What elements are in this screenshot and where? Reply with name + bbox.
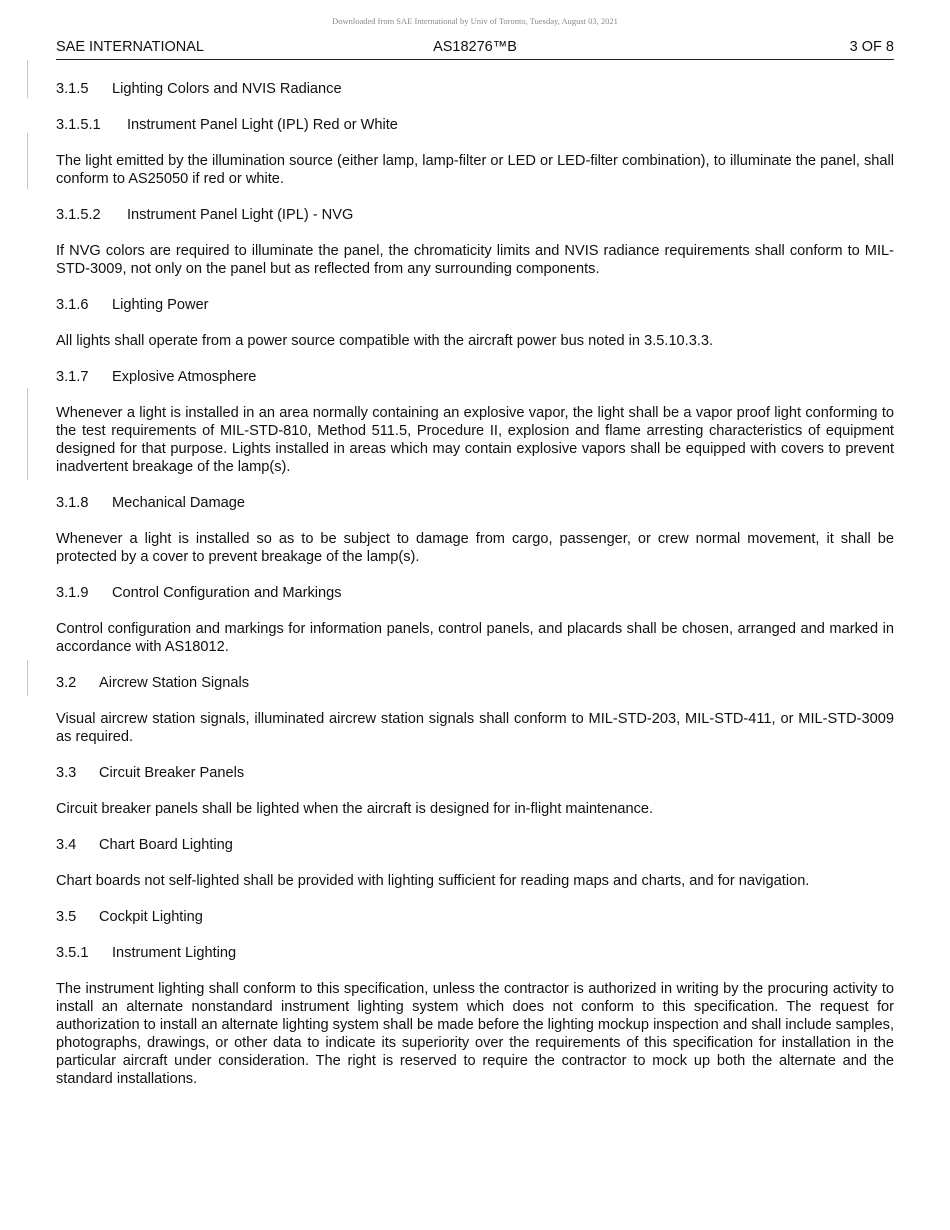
page-header [56,39,894,60]
header-document-id: AS18276™B [433,39,517,55]
section-title: Lighting Power [112,297,209,313]
revision-bar [27,388,28,480]
section-paragraph: All lights shall operate from a power source compatible with the aircraft power bus noted in 3.5.10.3.3. [56,333,714,349]
section-paragraph: If NVG colors are required to illuminate the panel, the chromaticity limits and NVIS radiance requirements shall conform to MIL-STD-3009, not only on the panel but as reflected from any surrounding components. [56,243,894,277]
section-number: 3.1.5.2 [56,207,101,223]
section-number: 3.1.8 [56,495,89,511]
section-number: 3.1.5.1 [56,117,101,133]
download-watermark: Downloaded from SAE International by Univ of Toronto, Tuesday, August 03, 2021 [332,16,618,26]
section-heading [56,116,894,134]
section-title: Instrument Panel Light (IPL) - NVG [127,207,354,223]
header-page-number: 3 OF 8 [849,39,894,55]
section-title: Circuit Breaker Panels [99,765,245,781]
section-number: 3.5 [56,909,77,925]
section-title: Cockpit Lighting [99,909,203,925]
section-number: 3.1.6 [56,297,89,313]
section-title: Lighting Colors and NVIS Radiance [112,81,342,97]
document-body [56,80,894,1106]
section-paragraph: Chart boards not self-lighted shall be provided with lighting sufficient for reading maps and charts, and for navigation. [56,873,810,889]
revision-bar [27,660,28,696]
section-number: 3.4 [56,837,77,853]
section-heading [56,944,894,962]
section-heading [56,764,894,782]
section-title: Chart Board Lighting [99,837,233,853]
section-heading [56,80,894,98]
section-paragraph: The light emitted by the illumination source (either lamp, lamp-filter or LED or LED-filter combination), to illuminate the panel, shall conform to AS25050 if red or white. [56,153,894,187]
section-heading [56,494,894,512]
section-number: 3.1.9 [56,585,89,601]
section-title: Control Configuration and Markings [112,585,342,601]
section-title: Aircrew Station Signals [99,675,250,691]
section-number: 3.3 [56,765,77,781]
section-number: 3.5.1 [56,945,89,961]
section-paragraph: The instrument lighting shall conform to this specification, unless the contractor is authorized in writing by the procuring activity to install an alternate nonstandard instrument lighting system which does not conform to this specification. The request for authorization to install an alternate lighting system shall be made before the lighting mockup inspection and shall include samples, photographs, drawings, or other data to indicate its superiority over the requirements of this specification for installation in the particular aircraft under consideration. The right is reserved to require the contractor to mock up both the alternate and the standard installations. [56,981,895,1087]
section-paragraph: Control configuration and markings for information panels, control panels, and placards shall be chosen, arranged and marked in accordance with AS18012. [56,621,894,655]
revision-bar [27,60,28,98]
section-number: 3.1.7 [56,369,89,385]
section-heading [56,368,894,386]
section-heading [56,206,894,224]
revision-bar [27,133,28,189]
section-heading [56,674,894,692]
section-number: 3.2 [56,675,77,691]
section-number: 3.1.5 [56,81,89,97]
section-paragraph: Visual aircrew station signals, illuminated aircrew station signals shall conform to MIL-STD-203, MIL-STD-411, or MIL-STD-3009 as required. [56,711,894,745]
section-heading [56,836,894,854]
section-paragraph: Whenever a light is installed so as to be subject to damage from cargo, passenger, or crew normal movement, it shall be protected by a cover to prevent breakage of the lamp(s). [56,531,894,565]
section-title: Mechanical Damage [112,495,246,511]
section-paragraph: Whenever a light is installed in an area normally containing an explosive vapor, the light shall be a vapor proof light conforming to the test requirements of MIL-STD-810, Method 511.5, Procedure II, explosion and flame arresting characteristics of equipment designed for that purpose. Lights installed in areas which may contain explosive vapors shall be equipped with covers to prevent inadvertent breakage of the lamp(s). [56,405,894,475]
section-heading [56,908,894,926]
section-heading [56,296,894,314]
section-title: Instrument Lighting [112,945,237,961]
section-paragraph: Circuit breaker panels shall be lighted when the aircraft is designed for in-flight maintenance. [56,801,654,817]
header-organization: SAE INTERNATIONAL [56,39,204,55]
section-title: Explosive Atmosphere [112,369,257,385]
section-heading [56,584,894,602]
section-title: Instrument Panel Light (IPL) Red or White [127,117,398,133]
